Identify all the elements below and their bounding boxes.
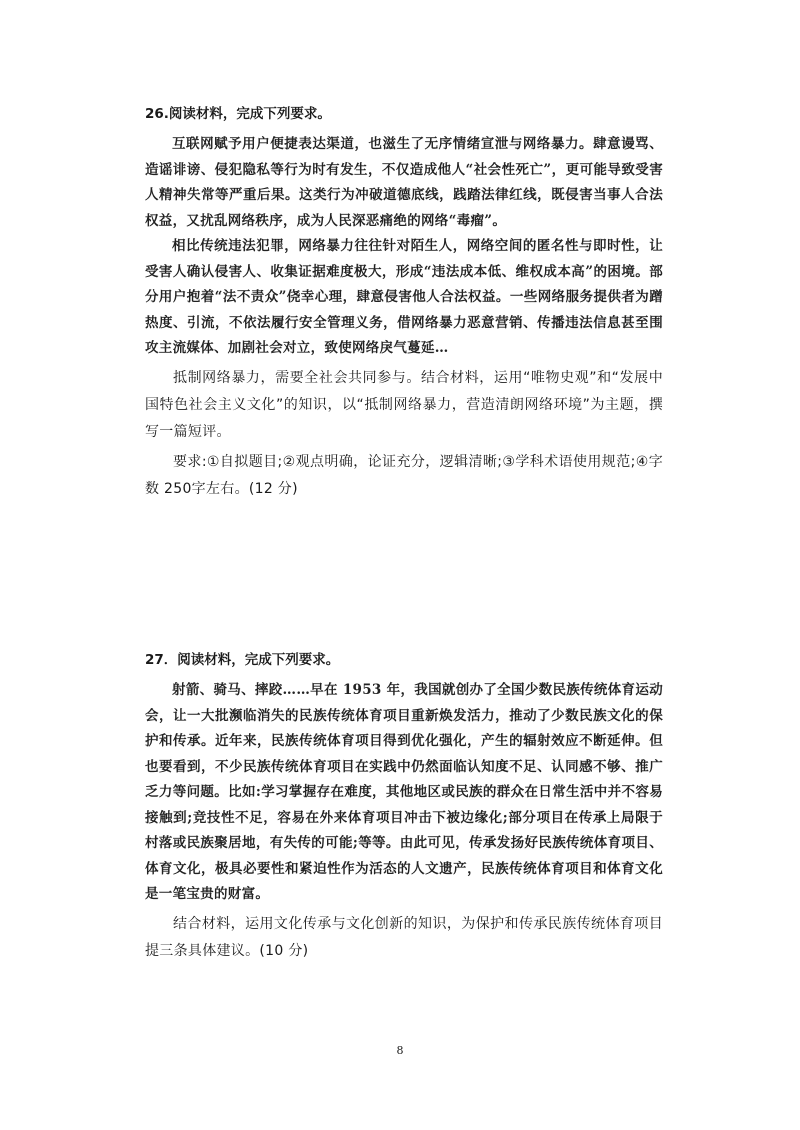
question-26-task: 抵制网络暴力，需要全社会共同参与。结合材料，运用“唯物史观”和“发展中国特色社会主义文化”的知识，以“抵制网络暴力，营造清朗网络环境”为主题，撰写一篇短评。 <box>145 369 663 440</box>
question-26-title: 26.阅读材料，完成下列要求。 <box>145 106 331 122</box>
question-26 <box>145 104 663 503</box>
question-27-material: 射箭、骑马、摔跤……早在 1953 年，我国就创办了全国少数民族传统体育运动会，让一大批濒临消失的民族传统体育项目重新焕发活力，推动了少数民族文化的保护和传承。近年来，民族传统体育项目得到优化强化，产生的辐射效应不断延伸。但也要看到，不少民族传统体育项目在实践中仍然面临认知度不足、认同感不够、推广乏力等问题。比如:学习掌握存在难度，其他地区或民族的群众在日常生活中并不容易接触到;竞技性不足，容易在外来体育项目冲击下被边缘化;部分项目在传承上局限于村落或民族聚居地，有失传的可能;等等。由此可见，传承发扬好民族传统体育项目、体育文化，极具必要性和紧迫性作为活态的人文遗产，民族传统体育项目和体育文化是一笔宝贵的财富。 <box>145 682 663 902</box>
page-number: 8 <box>396 1044 404 1057</box>
question-27 <box>145 650 663 965</box>
question-27-task: 结合材料，运用文化传承与文化创新的知识，为保护和传承民族传统体育项目提三条具体建议。(10 分) <box>145 915 663 959</box>
question-27-title: 27．阅读材料，完成下列要求。 <box>145 652 340 668</box>
question-26-material-paragraph-1: 互联网赋予用户便捷表达渠道，也滋生了无序情绪宣泄与网络暴力。肆意谩骂、造谣诽谤、侵犯隐私等行为时有发生，不仅造成他人“社会性死亡”，更可能导致受害人精神失常等严重后果。这类行为冲破道德底线，践踏法律红线，既侵害当事人合法权益，又扰乱网络秩序，成为人民深恶痛绝的网络“毒瘤”。 <box>145 136 663 229</box>
question-26-requirements: 要求:①自拟题目;②观点明确，论证充分，逻辑清晰;③学科术语使用规范;④字数 250字左右。(12 分) <box>145 453 663 497</box>
question-26-material-paragraph-2: 相比传统违法犯罪，网络暴力往往针对陌生人，网络空间的匿名性与即时性，让受害人确认侵害人、收集证据难度极大，形成“违法成本低、维权成本高”的困境。部分用户抱着“法不责众”侥幸心理，肆意侵害他人合法权益。一些网络服务提供者为蹭热度、引流，不依法履行安全管理义务，借网络暴力恶意营销、传播违法信息甚至围攻主流媒体、加剧社会对立，致使网络戾气蔓延… <box>145 238 663 356</box>
